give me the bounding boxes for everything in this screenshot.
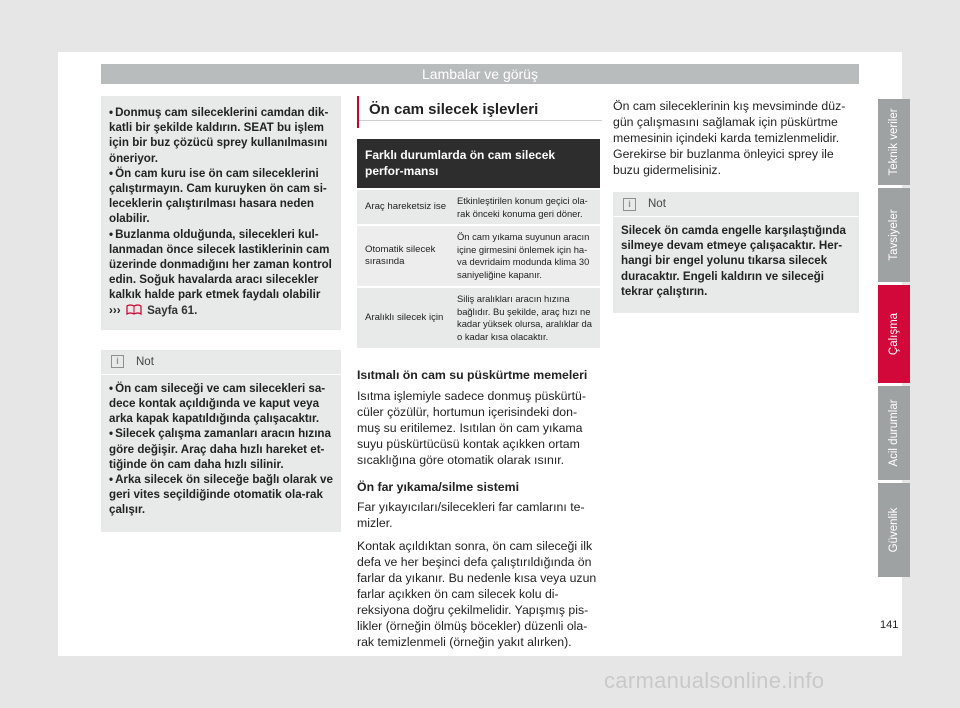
info-icon: i bbox=[111, 355, 124, 368]
tab-label: Teknik veriler bbox=[888, 108, 900, 176]
table-header: Farklı durumlarda ön cam silecek perfor-mansı bbox=[357, 139, 600, 188]
note-label: Not bbox=[648, 198, 666, 210]
book-icon bbox=[126, 304, 142, 315]
tab-label: Tavsiyeler bbox=[888, 209, 900, 261]
warning-bullet: • Ön cam kuru ise ön cam sileceklerini çalıştırmayın. Cam kuruyken ön cam si-leceklerin çalıştırılması hasara neden olabilir. bbox=[109, 166, 327, 226]
heated-nozzles-text: Isıtma işlemiyle sadece donmuş püskürtü-cüler çözülür, hortumun içerisindeki don-muş su eritilemez. Isıtılan ön cam yıkama suyu püskürtücüsü kontak açıkken ortam sıcaklığına göre otomatik olarak ısınır. bbox=[357, 389, 586, 467]
note-label: Not bbox=[136, 355, 154, 368]
wiper-table bbox=[357, 139, 600, 348]
table-row bbox=[357, 188, 600, 224]
tab-acil-durumlar[interactable] bbox=[878, 386, 910, 480]
winter-intro-text: Ön cam sileceklerinin kış mevsiminde düz-gün çalışmasını sağlamak için püskürtme memesinin içindeki karda temizlenmelidir. Gerekirse bir buzlanma önleyici sprey ile buzu gidermelisiniz. bbox=[613, 99, 846, 177]
heated-nozzles-title: Isıtmalı ön cam su püskürtme memeleri bbox=[357, 368, 588, 382]
note-header bbox=[101, 350, 341, 375]
headlamp-washer-text-1: Far yıkayıcıları/silecekleri far camlarını te-mizler. bbox=[357, 500, 585, 530]
tab-teknik-veriler[interactable] bbox=[878, 99, 910, 185]
note-text: Silecek ön camda engelle karşılaştığında silmeye devam etmeye çalışacaktır. Her-hangi bir engel yolunu tıkarsa silecek duracaktır. Engeli kaldırın ve sileceği tekrar çalıştırın. bbox=[621, 224, 846, 298]
info-icon: i bbox=[623, 198, 636, 211]
tab-guvenlik[interactable] bbox=[878, 483, 910, 577]
table-cell-situation: Aralıklı silecek için bbox=[365, 311, 444, 323]
chapter-tabs bbox=[878, 99, 910, 580]
middle-column bbox=[357, 96, 600, 650]
tab-label: Güvenlik bbox=[888, 507, 900, 553]
table-cell-behavior: Ön cam yıkama suyunun aracın içine girmesini önlemek için ha-va devridaim modunda klima 30 saniyeliğine kapanır. bbox=[457, 231, 590, 280]
page-number: 141 bbox=[880, 619, 899, 631]
page-header: Lambalar ve görüş bbox=[101, 64, 859, 84]
note-header bbox=[613, 192, 859, 217]
section-rule bbox=[359, 120, 602, 121]
headlamp-washer-text-2: Kontak açıldıktan sonra, ön cam sileceği ilk defa ve her beşinci defa çalıştırıldığında ön farlar da yıkanır. Bu nedenle kısa veya uzun farlar açıkken ön cam silecek kolu di-reksiyona doğru çekilmelidir. Yapışmış pis-likler (örneğin ölmüş böcekler) düzenli ola-rak temizlenmeli (örneğin yakıt alırken). bbox=[357, 539, 597, 649]
warning-box bbox=[101, 96, 341, 330]
warning-bullet: • Buzlanma olduğunda, silecekleri kul-lanmadan önce silecek lastiklerinin cam üzerinde donmadığını her zaman kontrol edin. Soğuk havalarda aracı silecekler kalkık halde park etmek faydalı olabilir ››› Sayfa 61. bbox=[109, 227, 332, 317]
tab-label: Çalışma bbox=[888, 312, 900, 356]
table-cell-situation: Araç hareketsiz ise bbox=[365, 200, 447, 212]
tab-label: Acil durumlar bbox=[888, 399, 900, 467]
watermark: carmanualsonline.info bbox=[604, 668, 825, 693]
page-ref-arrows: ››› bbox=[109, 303, 121, 317]
table-cell-situation: Otomatik silecek sırasında bbox=[365, 243, 436, 267]
note-bullet: • Arka silecek ön sileceğe bağlı olarak ve geri vites seçildiğinde otomatik ola-rak çalışır. bbox=[109, 473, 333, 517]
section-title: Ön cam silecek işlevleri bbox=[357, 96, 600, 128]
tab-calisma[interactable] bbox=[878, 285, 910, 383]
warning-bullet: • Donmuş cam sileceklerini camdan dik-katli bir şekilde kaldırın. SEAT bu işlem için bir buz çözücü sprey kullanılmasını öneriyor. bbox=[109, 106, 329, 165]
table-row bbox=[357, 224, 600, 286]
tab-tavsiyeler[interactable] bbox=[878, 188, 910, 282]
note-box bbox=[101, 350, 341, 532]
headlamp-washer-title: Ön far yıkama/silme sistemi bbox=[357, 480, 519, 494]
note-box-right bbox=[613, 192, 859, 313]
left-column bbox=[101, 96, 341, 532]
page-ref-link[interactable]: Sayfa 61. bbox=[147, 303, 198, 317]
note-bullet: • Ön cam sileceği ve cam silecekleri sa-dece kontak açıldığında ve kaput veya arka kapak kapatıldığında çalışacaktır. bbox=[109, 381, 326, 426]
right-column bbox=[613, 96, 859, 313]
note-bullet: • Silecek çalışma zamanları aracın hızına göre değişir. Araç daha hızlı hareket et-tiğinde ön cam daha hızlı silinir. bbox=[109, 427, 331, 471]
table-cell-behavior: Siliş aralıkları aracın hızına bağlıdır. Bu şekilde, araç hızı ne kadar yüksek olursa, aralıklar da o kadar kısa olacaktır. bbox=[457, 293, 592, 342]
table-row bbox=[357, 286, 600, 348]
table-cell-behavior: Etkinleştirilen konum geçici ola-rak önceki konuma geri döner. bbox=[457, 195, 588, 219]
